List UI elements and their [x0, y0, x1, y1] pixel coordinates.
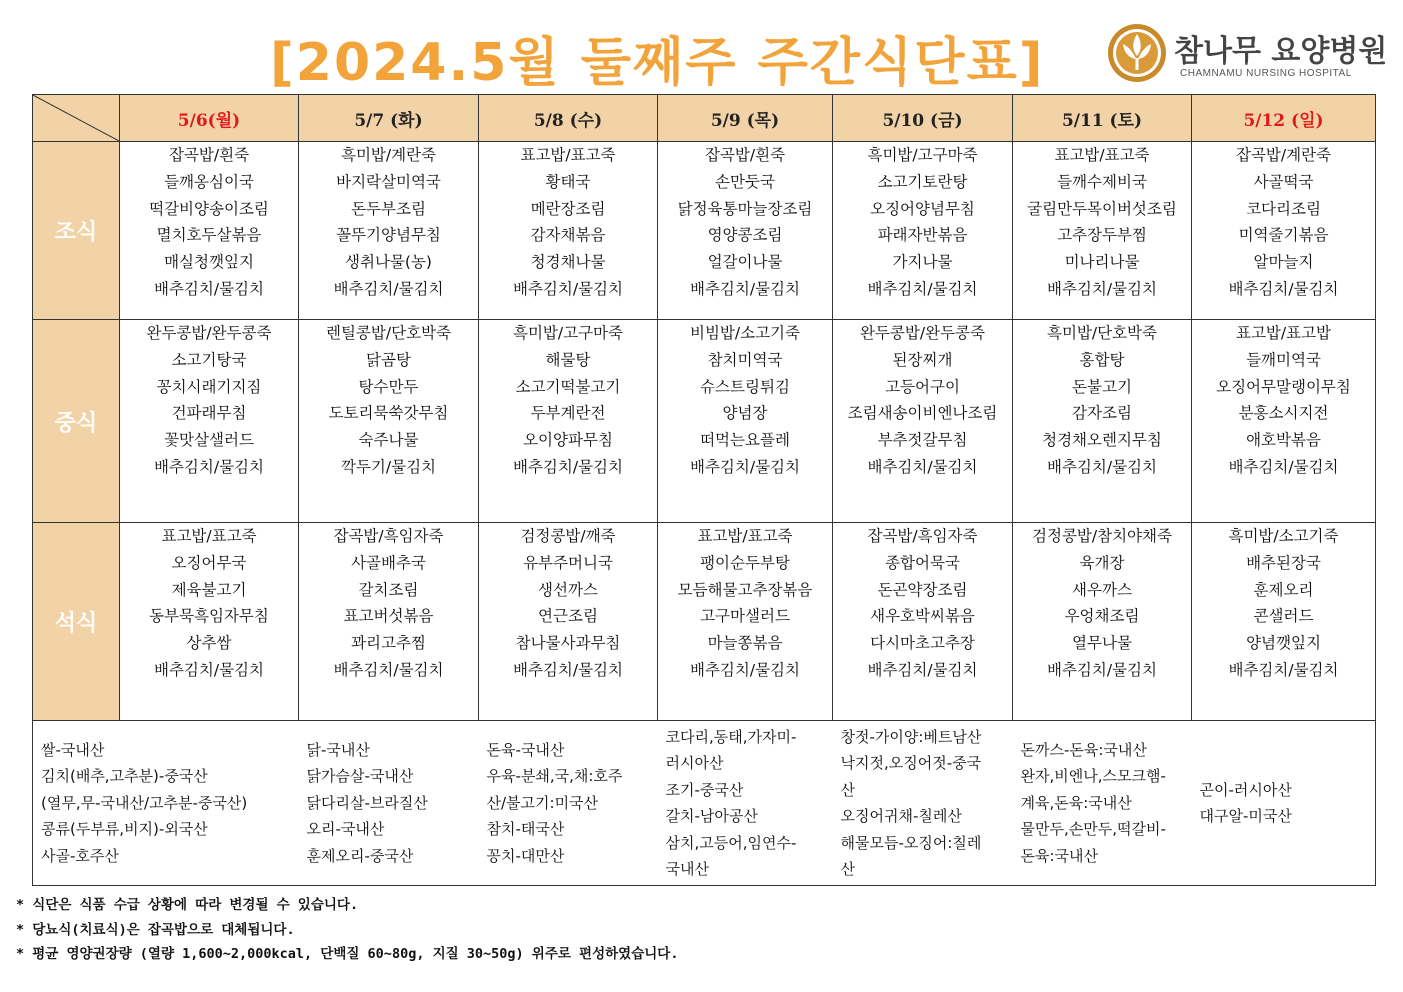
- origin-line: 닭다리살-브라질산: [306, 793, 428, 812]
- footnote: * 평균 영양권장량 (열량 1,600~2,000kcal, 단백질 60~80g, 지질 30~50g) 위주로 편성하였습니다.: [16, 946, 679, 962]
- menu-item: 홍합탕: [1079, 350, 1125, 369]
- menu-cell: [299, 142, 479, 320]
- menu-item: 배추김치/물김치: [333, 279, 444, 298]
- menu-item: 건파래무침: [171, 404, 247, 423]
- menu-item: 배추김치/물김치: [512, 660, 624, 679]
- menu-item: 소고기탕국: [171, 350, 247, 369]
- day-header-mon: 5/6(월): [120, 95, 299, 142]
- menu-item: 팽이순두부탕: [700, 553, 790, 572]
- menu-item: 소고기토란탕: [877, 172, 968, 191]
- menu-item: 표고버섯볶음: [343, 607, 434, 626]
- menu-item: 표고밥/표고죽: [161, 527, 257, 545]
- origin-cell: [833, 721, 1013, 886]
- menu-item: 표고밥/표고밥: [1235, 324, 1332, 342]
- menu-item: 소고기떡불고기: [515, 377, 621, 396]
- menu-cell: [120, 523, 299, 721]
- menu-item: 양념장: [722, 404, 768, 423]
- origin-line: 러시아산: [665, 754, 724, 772]
- menu-item: 들깨미역국: [1246, 350, 1321, 369]
- footnotes: [16, 893, 678, 967]
- menu-cell: [120, 142, 299, 320]
- menu-item: 표고밥/표고죽: [520, 146, 616, 164]
- breakfast-row: [33, 142, 1376, 320]
- origin-line: 꽁치-대만산: [486, 846, 565, 865]
- origin-line: 돈육:국내산: [1020, 846, 1099, 865]
- origin-line: 갈치-남아공산: [665, 807, 758, 825]
- menu-item: 꼴뚜기양념무침: [336, 226, 441, 245]
- menu-cell: [1013, 523, 1192, 721]
- menu-item: 오이양파무침: [523, 431, 613, 450]
- origin-cell: [1013, 721, 1192, 886]
- menu-cell: [1013, 142, 1192, 320]
- origin-line: 곤이-러시아산: [1199, 780, 1292, 799]
- menu-item: 상추쌈: [186, 634, 232, 653]
- menu-item: 배추김치/물김치: [1228, 457, 1339, 476]
- menu-item: 배추김치/물김치: [689, 279, 801, 298]
- menu-item: 배추김치/물김치: [333, 660, 444, 679]
- menu-item: 잡곡밥/흑임자죽: [867, 527, 978, 545]
- menu-cell: [658, 320, 833, 523]
- lunch-row: [33, 320, 1376, 523]
- menu-item: 잡곡밥/흰죽: [704, 146, 786, 164]
- origin-line: 우육-분쇄,국,채:호주: [486, 767, 623, 786]
- menu-item: 분홍소시지전: [1238, 404, 1329, 423]
- menu-item: 배추김치/물김치: [867, 279, 978, 298]
- day-header-sat: 5/11 (토): [1013, 95, 1192, 142]
- menu-item: 배추김치/물김치: [512, 279, 624, 298]
- menu-item: 감자조림: [1072, 404, 1132, 423]
- menu-item: 배추김치/물김치: [1046, 660, 1158, 679]
- menu-cell: [479, 142, 658, 320]
- menu-cell: [479, 523, 658, 721]
- menu-item: 배추김치/물김치: [867, 457, 978, 476]
- menu-item: 미나리나물: [1064, 253, 1140, 272]
- origin-line: 훈제오리-중국산: [306, 846, 414, 865]
- menu-item: 들깨수제비국: [1057, 172, 1147, 191]
- menu-item: 탕수만두: [358, 377, 419, 396]
- menu-item: 렌틸콩밥/단호박죽: [325, 324, 451, 342]
- menu-item: 꽁치시래기지짐: [156, 377, 262, 396]
- menu-item: 청경채나물: [530, 253, 606, 272]
- menu-item: 콘샐러드: [1253, 607, 1314, 626]
- menu-item: 슈스트링튀김: [700, 377, 790, 396]
- origin-cell: [479, 721, 658, 886]
- menu-item: 흑미밥/고구마죽: [512, 324, 624, 342]
- menu-item: 청경채오렌지무침: [1042, 431, 1162, 450]
- corner-diagonal: [33, 95, 119, 141]
- origin-line: 계육,돈육:국내산: [1020, 793, 1132, 812]
- menu-item: 오징어양념무침: [870, 199, 975, 218]
- origin-line: 산/불고기:미국산: [486, 793, 599, 812]
- origin-line: 오리-국내산: [306, 820, 385, 839]
- origin-line: 물만두,손만두,떡갈비-: [1020, 820, 1166, 839]
- menu-cell: [1192, 523, 1376, 721]
- menu-item: 코다리조림: [1246, 199, 1321, 218]
- logo-name: 참나무 요양병원: [1174, 34, 1388, 69]
- menu-item: 배추김치/물김치: [1046, 279, 1158, 298]
- menu-item: 바지락살미역국: [336, 172, 441, 191]
- origin-line: 사골-호주산: [41, 846, 119, 865]
- menu-item: 두부계란전: [530, 404, 606, 423]
- origin-line: 콩류(두부류,비지)-외국산: [41, 820, 208, 839]
- menu-item: 오징어무말랭이무침: [1216, 377, 1351, 396]
- footnote: * 당뇨식(치료식)은 잡곡밥으로 대체됩니다.: [16, 921, 295, 938]
- origin-cell: [1192, 721, 1376, 886]
- origin-line: 대구알-미국산: [1199, 807, 1292, 825]
- menu-item: 황태국: [545, 172, 591, 191]
- menu-item: 고등어구이: [885, 377, 960, 396]
- meal-label-lunch: 중식: [33, 320, 120, 523]
- menu-item: 파래자반볶음: [877, 226, 968, 245]
- menu-item: 오징어무국: [171, 553, 247, 572]
- menu-item: 완두콩밥/완두콩죽: [146, 324, 272, 342]
- menu-item: 마늘쫑볶음: [707, 634, 783, 653]
- menu-item: 부추젓갈무침: [877, 431, 968, 450]
- menu-item: 배추김치/물김치: [153, 457, 265, 476]
- menu-item: 배추김치/물김치: [867, 660, 978, 679]
- day-header-sun: 5/12 (일): [1192, 95, 1376, 142]
- menu-item: 검정콩밥/참치야채죽: [1032, 527, 1172, 545]
- origin-line: 김치(배추,고추분)-중국산: [41, 767, 208, 786]
- table-corner: [33, 95, 120, 142]
- menu-item: 들깨옹심이국: [164, 172, 254, 191]
- menu-cell: [658, 523, 833, 721]
- menu-item: 잡곡밥/흑임자죽: [333, 527, 444, 545]
- menu-item: 훈제오리: [1253, 580, 1314, 599]
- menu-item: 가지나물: [892, 253, 953, 272]
- menu-cell: [299, 523, 479, 721]
- menu-cell: [658, 142, 833, 320]
- menu-item: 흑미밥/계란죽: [340, 146, 437, 164]
- day-header-fri: 5/10 (금): [833, 95, 1013, 142]
- origin-line: 오징어귀채-칠레산: [840, 807, 962, 825]
- origin-line: 창젓-가이양:베트남산: [840, 727, 982, 746]
- menu-item: 사골떡국: [1253, 172, 1314, 191]
- menu-item: 검정콩밥/깨죽: [520, 527, 616, 545]
- menu-item: 손만둣국: [715, 172, 775, 191]
- menu-cell: [1192, 320, 1376, 523]
- menu-item: 흑미밥/고구마죽: [867, 146, 978, 164]
- day-header-thu: 5/9 (목): [658, 95, 833, 142]
- menu-item: 깍두기/물김치: [340, 457, 437, 476]
- menu-item: 돈불고기: [1072, 377, 1132, 396]
- menu-item: 잡곡밥/흰죽: [168, 146, 250, 164]
- menu-item: 새우호박씨볶음: [870, 607, 975, 626]
- menu-item: 배추김치/물김치: [153, 279, 265, 298]
- origin-line: 돈육-국내산: [486, 740, 565, 759]
- menu-item: 닭정육통마늘장조림: [677, 199, 813, 218]
- origin-line: 닭가슴살-국내산: [306, 767, 414, 786]
- menu-item: 꽃맛살샐러드: [164, 431, 254, 450]
- menu-item: 동부묵흑임자무침: [149, 607, 269, 626]
- menu-item: 흑미밥/소고기죽: [1228, 527, 1339, 545]
- menu-item: 메란장조림: [530, 199, 606, 218]
- menu-item: 완두콩밥/완두콩죽: [859, 324, 985, 342]
- menu-cell: [833, 142, 1013, 320]
- menu-item: 배추김치/물김치: [512, 457, 624, 476]
- menu-item: 고구마샐러드: [700, 607, 790, 626]
- menu-item: 매실청깻잎지: [164, 253, 254, 272]
- origin-line: 닭-국내산: [306, 740, 370, 759]
- menu-item: 배추된장국: [1246, 553, 1321, 572]
- menu-cell: [1013, 320, 1192, 523]
- day-header-tue: 5/7 (화): [299, 95, 479, 142]
- origin-line: 산: [840, 860, 855, 878]
- menu-item: 미역줄기볶음: [1238, 226, 1329, 245]
- menu-item: 굴림만두목이버섯조림: [1027, 199, 1177, 218]
- menu-item: 참나물사과무침: [515, 634, 621, 653]
- hospital-logo: [1106, 22, 1388, 88]
- menu-item: 연근조림: [538, 607, 598, 626]
- origin-line: 돈까스-돈육:국내산: [1020, 740, 1147, 759]
- origin-row: [33, 721, 1376, 886]
- menu-item: 배추김치/물김치: [689, 660, 801, 679]
- origin-line: 참치-태국산: [486, 820, 565, 839]
- meal-label-breakfast: 조식: [33, 142, 120, 320]
- meal-label-dinner: 석식: [33, 523, 120, 721]
- origin-line: 삼치,고등어,임연수-: [665, 833, 797, 852]
- origin-line: 낙지젓,오징어젓-중국: [840, 754, 982, 772]
- origin-cell: [33, 721, 299, 886]
- origin-line: 산: [840, 780, 855, 799]
- menu-cell: [833, 523, 1013, 721]
- menu-item: 배추김치/물김치: [1228, 279, 1339, 298]
- menu-item: 다시마초고추장: [870, 634, 975, 653]
- footnote: * 식단은 식품 수급 상황에 따라 변경될 수 있습니다.: [16, 897, 359, 913]
- origin-line: 쌀-국내산: [41, 740, 105, 759]
- menu-item: 비빔밥/소고기죽: [689, 324, 801, 342]
- menu-item: 표고밥/표고죽: [697, 527, 793, 545]
- menu-item: 종합어묵국: [885, 553, 960, 572]
- page-title: [2024.5월 둘째주 주간식단표]: [270, 33, 1045, 93]
- dinner-row: [33, 523, 1376, 721]
- menu-item: 된장찌개: [892, 350, 953, 369]
- logo-subtitle: CHAMNAMU NURSING HOSPITAL: [1180, 68, 1352, 79]
- origin-line: 해물모듬-오징어:칠레: [840, 833, 982, 852]
- origin-cell: [299, 721, 479, 886]
- menu-item: 감자채볶음: [530, 226, 606, 245]
- menu-item: 배추김치/물김치: [153, 660, 265, 679]
- weekly-menu-table: [32, 94, 1376, 886]
- menu-item: 숙주나물: [358, 431, 419, 450]
- origin-line: 조기-중국산: [665, 780, 744, 799]
- menu-item: 우엉채조림: [1064, 607, 1140, 626]
- menu-item: 생선까스: [538, 580, 598, 599]
- menu-cell: [833, 320, 1013, 523]
- day-header-wed: 5/8 (수): [479, 95, 658, 142]
- menu-item: 양념깻잎지: [1246, 634, 1321, 653]
- menu-item: 알마늘지: [1253, 253, 1314, 272]
- origin-line: (열무,무-국내산/고추분-중국산): [41, 793, 248, 812]
- menu-item: 고추장두부찜: [1057, 226, 1147, 245]
- menu-item: 열무나물: [1072, 634, 1132, 653]
- menu-item: 제육불고기: [171, 580, 247, 599]
- menu-item: 표고밥/표고죽: [1054, 146, 1150, 164]
- menu-item: 애호박볶음: [1246, 431, 1321, 450]
- menu-item: 돈두부조림: [351, 199, 426, 218]
- menu-item: 모듬해물고추장볶음: [677, 580, 813, 599]
- menu-cell: [1192, 142, 1376, 320]
- menu-item: 유부주머니국: [523, 553, 613, 572]
- menu-item: 흑미밥/단호박죽: [1046, 324, 1158, 342]
- menu-cell: [120, 320, 299, 523]
- origin-cell: [658, 721, 833, 886]
- menu-item: 영양콩조림: [707, 226, 783, 245]
- menu-item: 돈곤약장조림: [877, 580, 968, 599]
- menu-item: 닭곰탕: [366, 350, 411, 369]
- menu-item: 배추김치/물김치: [689, 457, 801, 476]
- leaf-logo-icon: [1106, 22, 1168, 84]
- origin-line: 코다리,동태,가자미-: [665, 727, 797, 746]
- menu-item: 새우까스: [1072, 580, 1132, 599]
- menu-item: 배추김치/물김치: [1046, 457, 1158, 476]
- menu-item: 조림새송이비엔나조림: [847, 404, 998, 423]
- menu-cell: [299, 320, 479, 523]
- menu-item: 떡갈비양송이조림: [149, 199, 269, 218]
- menu-item: 얼갈이나물: [707, 253, 783, 272]
- menu-item: 꽈리고추찜: [351, 634, 426, 653]
- menu-item: 사골배추국: [351, 553, 426, 572]
- menu-item: 생취나물(농): [345, 253, 432, 272]
- menu-item: 도토리묵쑥갓무침: [328, 404, 449, 423]
- origin-line: 완자,비엔나,스모크햄-: [1020, 767, 1166, 786]
- menu-item: 해물탕: [545, 350, 591, 369]
- menu-item: 참치미역국: [707, 350, 783, 369]
- menu-item: 멸치호두살볶음: [156, 226, 262, 245]
- origin-line: 국내산: [665, 860, 709, 878]
- menu-item: 잡곡밥/계란죽: [1235, 146, 1332, 164]
- menu-cell: [479, 320, 658, 523]
- menu-item: 갈치조림: [358, 580, 419, 599]
- menu-item: 배추김치/물김치: [1228, 660, 1339, 679]
- menu-item: 떠먹는요플레: [700, 431, 790, 450]
- menu-item: 육개장: [1079, 553, 1125, 572]
